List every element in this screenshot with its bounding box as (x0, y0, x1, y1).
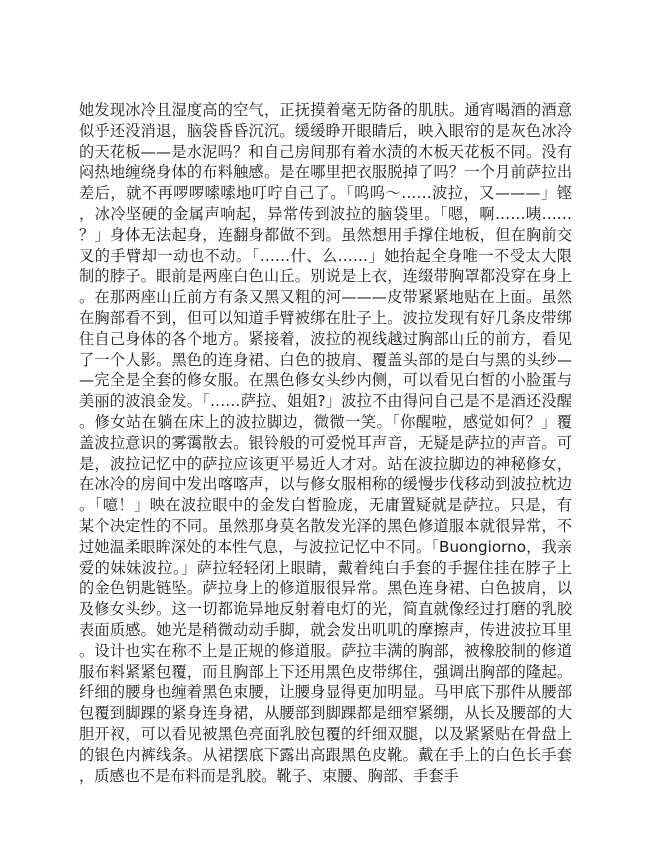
body-paragraph: 她发现冰冷且湿度高的空气，正抚摸着毫无防备的肌肤。通宵喝酒的酒意似乎还没消退，脑袋昏昏沉沉。缓缓睁开眼睛后，映入眼帘的是灰色冰冷的天花板——是水泥吗？和自己房间那有着水渍的木板天花板不同。没有闷热地缠绕身体的布料触感。是在哪里把衣服脱掉了吗？一个月前萨拉出差后，就不再啰啰嗦嗦地叮咛自己了。「呜呜～……波拉，又———」铿，冰冷坚硬的金属声响起，异常传到波拉的脑袋里。「嗯，啊……咦……？」身体无法起身，连翻身都做不到。虽然想用手撑住地板，但在胸前交叉的手臂却一动也不动。「……什、么……」她抬起全身唯一不受太大限制的脖子。眼前是两座白色山丘。别说是上衣，连缀带胸罩都没穿在身上。在那两座山丘前方有条又黑又粗的河———皮带紧紧地贴在上面。虽然在胸部看不到，但可以知道手臂被绑在肚子上。波拉发现有好几条皮带绑住自己身体的各个地方。紧接着，波拉的视线越过胸部山丘的前方，看见了一个人影。黑色的连身裙、白色的披肩、覆盖头部的是白与黑的头纱——完全是全套的修女服。在黑色修女头纱内侧，可以看见白皙的小脸蛋与美丽的波浪金发。「……萨拉、姐姐?」波拉不由得问自己是不是酒还没醒。修女站在躺在床上的波拉脚边，微微一笑。「你醒啦，感觉如何？」覆盖波拉意识的雾霭散去。银铃般的可爱悦耳声音，无疑是萨拉的声音。可是，波拉记忆中的萨拉应该更平易近人才对。站在波拉脚边的神秘修女，在冰冷的房间中发出喀喀声，以与修女服相称的缓慢步伐移动到波拉枕边。「噫！」映在波拉眼中的金发白皙脸庞，无庸置疑就是萨拉。只是，有某个决定性的不同。虽然那身莫名散发光泽的黑色修道服本就很异常，不过她温柔眼眸深处的本性气息，与波拉记忆中不同。「Buongiorno，我亲爱的妹妹波拉。」萨拉轻轻闭上眼睛，戴着纯白手套的手握住挂在脖子上的金色钥匙链坠。萨拉身上的修道服很异常。黑色连身裙、白色披肩，以及修女头纱。这一切都诡异地反射着电灯的光，简直就像经过打磨的乳胶表面质感。她光是稍微动动手脚，就会发出叽叽的摩擦声，传进波拉耳里。设计也实在称不上是正规的修道服。萨拉丰满的胸部，被橡胶制的修道服布料紧紧包覆，而且胸部上下还用黑色皮带绑住，强调出胸部的隆起。纤细的腰身也缠着黑色束腰，让腰身显得更加明显。马甲底下那件从腰部包覆到脚踝的紧身连身裙，从腰部到脚踝都是细窄紧绷，从长及腰部的大胆开衩，可以看见被黑色亮面乳胶包覆的纤细双腿，以及紧紧贴在骨盘上的银色内裤线条。从裙摆底下露出高跟黑色皮靴。戴在手上的白色长手套，质感也不是布料而是乳胶。靴子、束腰、胸部、手套手 (79, 101, 572, 785)
